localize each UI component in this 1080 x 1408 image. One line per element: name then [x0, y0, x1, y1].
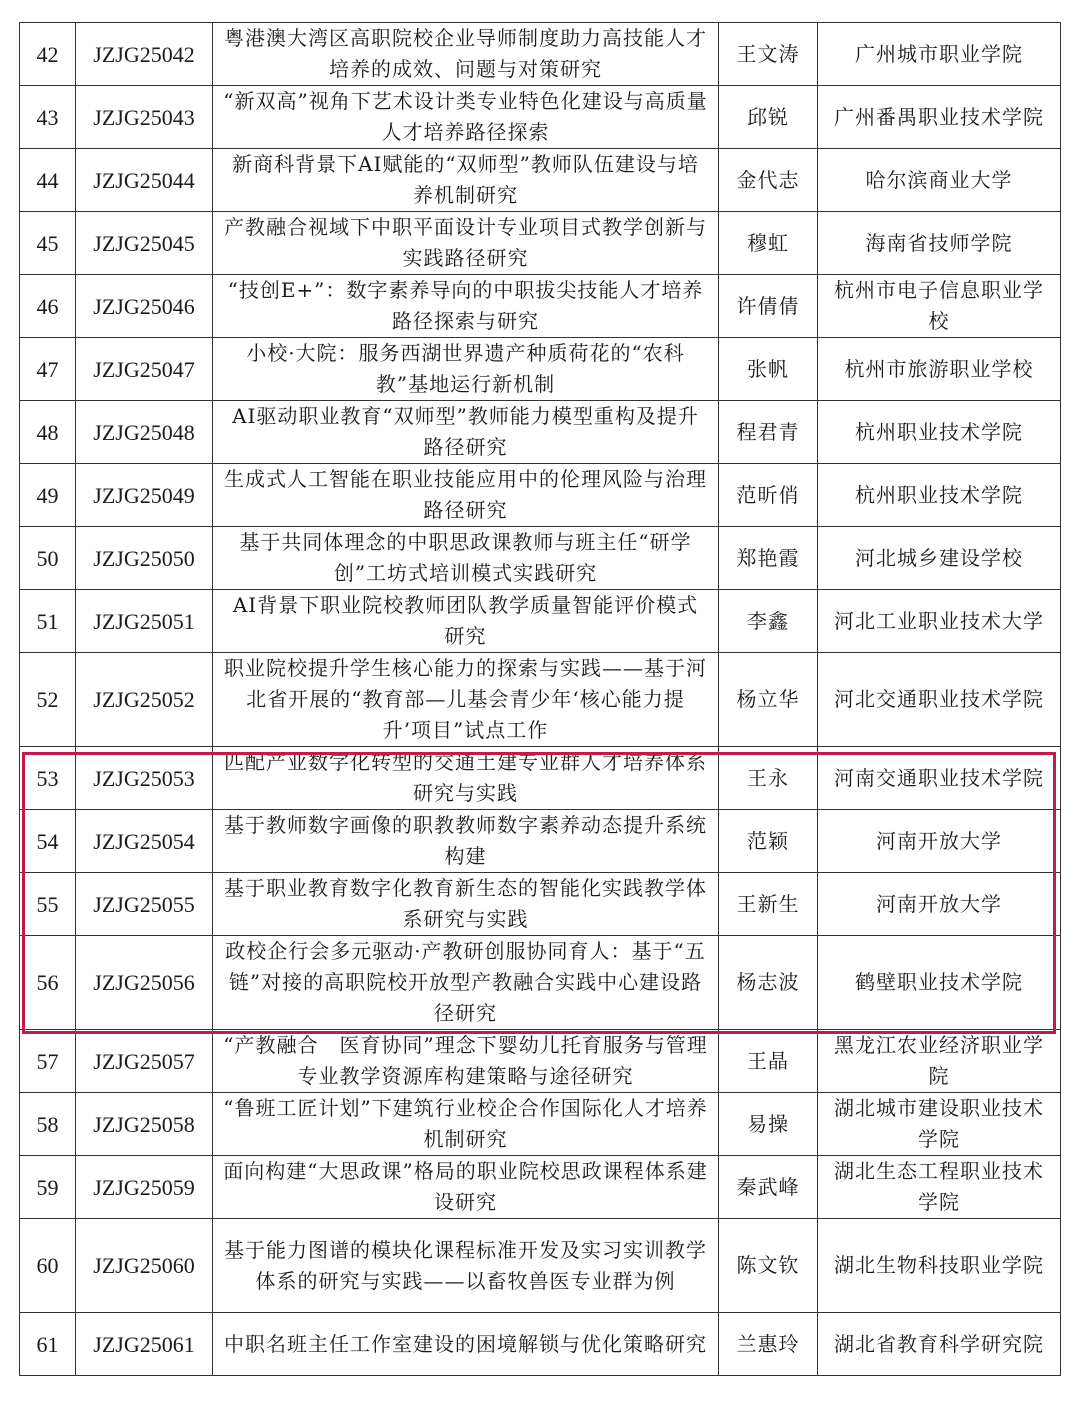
organization: 湖北生态工程职业技术学院	[818, 1156, 1061, 1219]
organization: 杭州职业技术学院	[818, 464, 1061, 527]
project-leader: 张帆	[719, 338, 818, 401]
project-list-table-wrapper	[19, 22, 1060, 1376]
organization: 湖北城市建设职业技术学院	[818, 1093, 1061, 1156]
project-code: JZJG25050	[76, 527, 213, 590]
row-number: 44	[20, 149, 76, 212]
project-title: 基于教师数字画像的职教教师数字素养动态提升系统构建	[213, 810, 719, 873]
project-leader: 金代志	[719, 149, 818, 212]
project-code: JZJG25059	[76, 1156, 213, 1219]
project-leader: 程君青	[719, 401, 818, 464]
table-row	[20, 1313, 1061, 1376]
organization: 河南开放大学	[818, 873, 1061, 936]
project-title: AI驱动职业教育“双师型”教师能力模型重构及提升路径研究	[213, 401, 719, 464]
organization: 河北交通职业技术学院	[818, 653, 1061, 747]
table-row	[20, 275, 1061, 338]
organization: 海南省技师学院	[818, 212, 1061, 275]
row-number: 50	[20, 527, 76, 590]
organization: 杭州职业技术学院	[818, 401, 1061, 464]
organization: 鹤壁职业技术学院	[818, 936, 1061, 1030]
project-code: JZJG25043	[76, 86, 213, 149]
project-code: JZJG25054	[76, 810, 213, 873]
row-number: 49	[20, 464, 76, 527]
row-number: 56	[20, 936, 76, 1030]
organization: 杭州市电子信息职业学校	[818, 275, 1061, 338]
project-code: JZJG25048	[76, 401, 213, 464]
organization: 河北城乡建设学校	[818, 527, 1061, 590]
organization: 广州城市职业学院	[818, 23, 1061, 86]
project-code: JZJG25046	[76, 275, 213, 338]
project-leader: 郑艳霞	[719, 527, 818, 590]
row-number: 45	[20, 212, 76, 275]
table-row	[20, 590, 1061, 653]
table-row	[20, 23, 1061, 86]
row-number: 53	[20, 747, 76, 810]
project-leader: 易操	[719, 1093, 818, 1156]
project-title: 基于能力图谱的模块化课程标准开发及实习实训教学体系的研究与实践——以畜牧兽医专业群为例	[213, 1219, 719, 1313]
table-row	[20, 149, 1061, 212]
row-number: 48	[20, 401, 76, 464]
project-list-table	[19, 22, 1061, 1376]
project-leader: 王永	[719, 747, 818, 810]
project-leader: 杨志波	[719, 936, 818, 1030]
project-code: JZJG25056	[76, 936, 213, 1030]
project-code: JZJG25047	[76, 338, 213, 401]
organization: 河南开放大学	[818, 810, 1061, 873]
organization: 黑龙江农业经济职业学院	[818, 1030, 1061, 1093]
project-title: 职业院校提升学生核心能力的探索与实践——基于河北省开展的“教育部—儿基会青少年‘核心能力提升’项目”试点工作	[213, 653, 719, 747]
project-title: 政校企行会多元驱动·产教研创服协同育人：基于“五链”对接的高职院校开放型产教融合实践中心建设路径研究	[213, 936, 719, 1030]
organization: 湖北省教育科学研究院	[818, 1313, 1061, 1376]
project-code: JZJG25053	[76, 747, 213, 810]
table-row	[20, 1219, 1061, 1313]
project-leader: 许倩倩	[719, 275, 818, 338]
row-number: 43	[20, 86, 76, 149]
project-leader: 王晶	[719, 1030, 818, 1093]
project-title: “技创E+”：数字素养导向的中职拔尖技能人才培养路径探索与研究	[213, 275, 719, 338]
table-row	[20, 401, 1061, 464]
row-number: 59	[20, 1156, 76, 1219]
row-number: 54	[20, 810, 76, 873]
project-code: JZJG25057	[76, 1030, 213, 1093]
row-number: 57	[20, 1030, 76, 1093]
row-number: 42	[20, 23, 76, 86]
project-title: “新双高”视角下艺术设计类专业特色化建设与高质量人才培养路径探索	[213, 86, 719, 149]
project-leader: 王文涛	[719, 23, 818, 86]
project-title: 中职名班主任工作室建设的困境解锁与优化策略研究	[213, 1313, 719, 1376]
organization: 河北工业职业技术大学	[818, 590, 1061, 653]
project-title: 粤港澳大湾区高职院校企业导师制度助力高技能人才培养的成效、问题与对策研究	[213, 23, 719, 86]
table-row	[20, 212, 1061, 275]
project-code: JZJG25045	[76, 212, 213, 275]
project-leader: 杨立华	[719, 653, 818, 747]
project-code: JZJG25044	[76, 149, 213, 212]
row-number: 61	[20, 1313, 76, 1376]
organization: 湖北生物科技职业学院	[818, 1219, 1061, 1313]
organization: 杭州市旅游职业学校	[818, 338, 1061, 401]
row-number: 51	[20, 590, 76, 653]
table-row	[20, 1093, 1061, 1156]
table-row	[20, 1156, 1061, 1219]
organization: 哈尔滨商业大学	[818, 149, 1061, 212]
project-code: JZJG25060	[76, 1219, 213, 1313]
project-title: AI背景下职业院校教师团队教学质量智能评价模式研究	[213, 590, 719, 653]
project-leader: 邱锐	[719, 86, 818, 149]
project-leader: 秦武峰	[719, 1156, 818, 1219]
project-title: 基于共同体理念的中职思政课教师与班主任“研学创”工坊式培训模式实践研究	[213, 527, 719, 590]
project-code: JZJG25058	[76, 1093, 213, 1156]
table-row	[20, 464, 1061, 527]
project-leader: 范颖	[719, 810, 818, 873]
row-number: 52	[20, 653, 76, 747]
row-number: 58	[20, 1093, 76, 1156]
row-number: 46	[20, 275, 76, 338]
row-number: 55	[20, 873, 76, 936]
project-title: 新商科背景下AI赋能的“双师型”教师队伍建设与培养机制研究	[213, 149, 719, 212]
project-leader: 陈文钦	[719, 1219, 818, 1313]
table-row-highlighted	[20, 810, 1061, 873]
project-leader: 穆虹	[719, 212, 818, 275]
project-code: JZJG25051	[76, 590, 213, 653]
project-code: JZJG25049	[76, 464, 213, 527]
project-title: 产教融合视域下中职平面设计专业项目式教学创新与实践路径研究	[213, 212, 719, 275]
project-code: JZJG25052	[76, 653, 213, 747]
project-title: 生成式人工智能在职业技能应用中的伦理风险与治理路径研究	[213, 464, 719, 527]
project-leader: 李鑫	[719, 590, 818, 653]
project-leader: 王新生	[719, 873, 818, 936]
table-row	[20, 1030, 1061, 1093]
table-row	[20, 338, 1061, 401]
project-title: 基于职业教育数字化教育新生态的智能化实践教学体系研究与实践	[213, 873, 719, 936]
row-number: 60	[20, 1219, 76, 1313]
project-leader: 兰惠玲	[719, 1313, 818, 1376]
project-code: JZJG25055	[76, 873, 213, 936]
table-row	[20, 86, 1061, 149]
row-number: 47	[20, 338, 76, 401]
project-title: 匹配产业数字化转型的交通土建专业群人才培养体系研究与实践	[213, 747, 719, 810]
project-title: “产教融合 医育协同”理念下婴幼儿托育服务与管理专业教学资源库构建策略与途径研究	[213, 1030, 719, 1093]
project-code: JZJG25042	[76, 23, 213, 86]
table-row-highlighted	[20, 747, 1061, 810]
organization: 河南交通职业技术学院	[818, 747, 1061, 810]
project-title: 小校·大院：服务西湖世界遗产种质荷花的“农科教”基地运行新机制	[213, 338, 719, 401]
table-row-highlighted	[20, 873, 1061, 936]
project-title: “鲁班工匠计划”下建筑行业校企合作国际化人才培养机制研究	[213, 1093, 719, 1156]
table-row	[20, 653, 1061, 747]
organization: 广州番禺职业技术学院	[818, 86, 1061, 149]
project-code: JZJG25061	[76, 1313, 213, 1376]
table-row-highlighted	[20, 936, 1061, 1030]
table-row	[20, 527, 1061, 590]
project-leader: 范昕俏	[719, 464, 818, 527]
project-title: 面向构建“大思政课”格局的职业院校思政课程体系建设研究	[213, 1156, 719, 1219]
